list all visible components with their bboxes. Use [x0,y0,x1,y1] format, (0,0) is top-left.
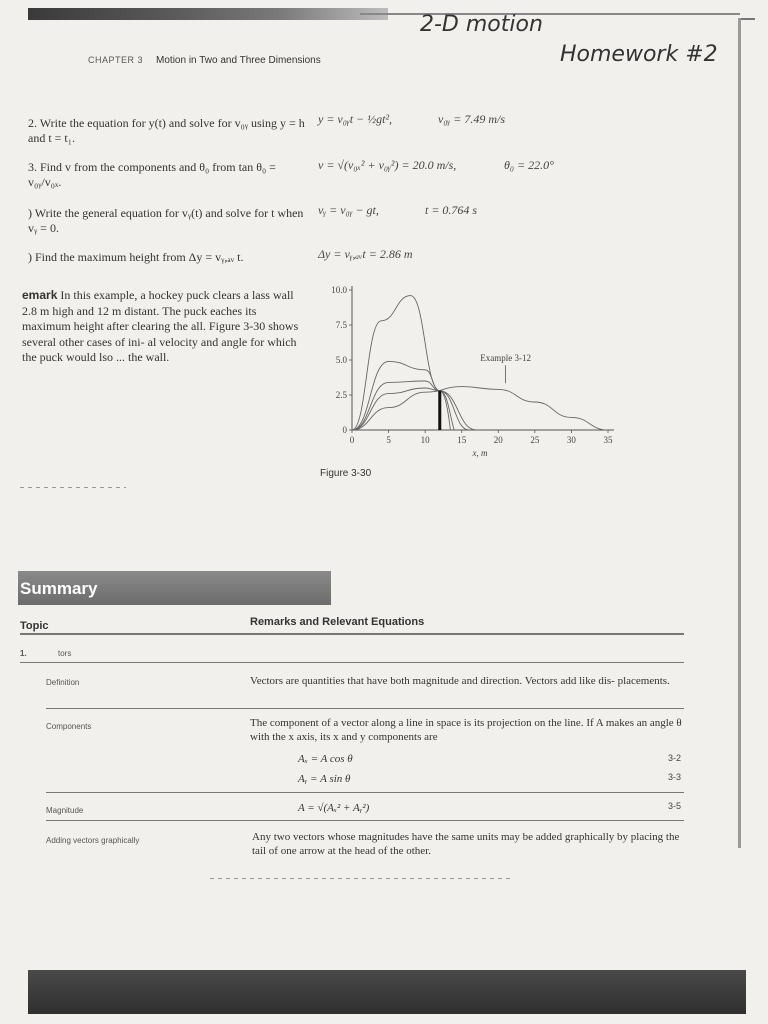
step-2 [28,116,308,146]
x-tick-label: 30 [566,435,576,445]
x-tick-label: 0 [349,435,355,445]
x-tick-label: 5 [386,435,391,445]
scan-top-bar [28,8,388,20]
components-eq-x: Aₓ = A cos θ [298,753,353,765]
step-5 [28,250,318,265]
section-number: 1. [20,649,27,658]
y-tick-label: 2.5 [335,390,347,400]
trajectory-line [349,296,469,465]
trajectory-chart [318,280,628,465]
topic-adding-vectors: Adding vectors graphically [46,836,140,845]
adding-vectors-text: Any two vectors whose magnitudes have the same units may be added graphically by placing the tail of one arrow at the head of the other. [252,831,680,857]
magnitude-eq: A = √(Aₓ² + Aᵧ²) [298,802,370,814]
row-rule [46,820,684,821]
step-3 [28,160,308,190]
row-rule [46,708,684,709]
annotation-label: Example 3-12 [480,353,531,364]
topic-components: Components [46,722,92,731]
dashed-divider [20,487,126,488]
scan-bottom-bar [28,970,746,1014]
step-text: Find the maximum height from Δy = vᵧ,ₐᵥ t. [35,250,244,264]
step-5-equation: Δy = vᵧ,ₐᵥt = 2.86 m [318,247,413,261]
chapter-title: Motion in Two and Three Dimensions [156,55,321,66]
x-tick-label: 25 [530,435,540,445]
x-tick-label: 35 [603,435,613,445]
y-tick-label: 7.5 [335,320,347,330]
step-number: 3. [28,160,37,174]
header-rule [20,633,684,635]
components-eq-y: Aᵧ = A sin θ [298,773,351,785]
step-text: Find v from the components and θ₀ from tan θ₀ = v₀ᵧ/v₀ₓ. [28,160,276,189]
figure-caption: Figure 3-30 [320,468,372,479]
eq-number-3-2: 3-2 [668,753,682,763]
y-tick-label: 0 [342,425,347,435]
handwritten-title: 2-D motion [420,12,543,37]
eq-number-3-5: 3-5 [668,801,682,811]
x-axis-label: x, m [472,448,488,458]
step-3-result: θ₀ = 22.0° [504,158,554,172]
definition-text: Vectors are quantities that have both magnitude and direction. Vectors add like dis- placements. [250,675,670,687]
step-number: ) [28,206,32,220]
eq-number-3-3: 3-3 [668,772,682,782]
summary-title: Summary [20,579,98,598]
step-number: ) [28,250,32,264]
step-number: 2. [28,116,37,130]
remark-paragraph [22,288,304,366]
col-topic: Topic [20,620,49,632]
remark-label: emark [22,288,58,302]
y-tick-label: 10.0 [331,285,347,295]
chapter-header [88,55,321,66]
scan-right-edge [738,18,741,848]
topic-magnitude: Magnitude [46,806,84,815]
step-4-result: t = 0.764 s [425,203,478,217]
step-2-result: v₀ᵧ = 7.49 m/s [438,112,506,126]
trajectory-line [352,381,469,430]
step-4-equation: vᵧ = v₀ᵧ − gt, [318,203,379,217]
row-rule [46,792,684,793]
remark-text: In this example, a hockey puck clears a lass wall 2.8 m high and 12 m distant. The puck eaches its maximum height after clearing the all. Figure 3-30 shows several other cases of ini- al velocity and angle for which the puck would lso ... the wall. [22,288,299,365]
chapter-number: CHAPTER 3 [88,55,144,65]
step-text: Write the general equation for vᵧ(t) and solve for t when vᵧ = 0. [28,206,304,235]
components-text: The component of a vector along a line in space is its projection on the line. If A makes an angle θ with the x axis, its x and y components are [250,717,682,743]
step-text: Write the equation for y(t) and solve for v₀ᵧ using y = h and t = t₁. [28,116,305,145]
step-4 [28,206,308,236]
topic-definition: Definition [46,678,80,687]
step-2-equation: y = v₀ᵧt − ½gt², [318,112,393,126]
x-tick-label: 20 [493,435,503,445]
col-remarks: Remarks and Relevant Equations [250,616,425,628]
x-tick-label: 10 [420,435,430,445]
row-rule [20,662,684,663]
trajectory-line [352,387,608,430]
step-3-equation: v = √(v₀ₓ² + v₀ᵧ²) = 20.0 m/s, [318,158,457,172]
handwritten-homework: Homework #2 [560,42,718,67]
y-tick-label: 5.0 [335,355,347,365]
section-label: tors [58,649,72,658]
faded-rule [210,878,510,879]
x-tick-label: 15 [457,435,467,445]
scan-top-line [360,13,740,15]
scan-right-edge-tick [741,18,755,20]
